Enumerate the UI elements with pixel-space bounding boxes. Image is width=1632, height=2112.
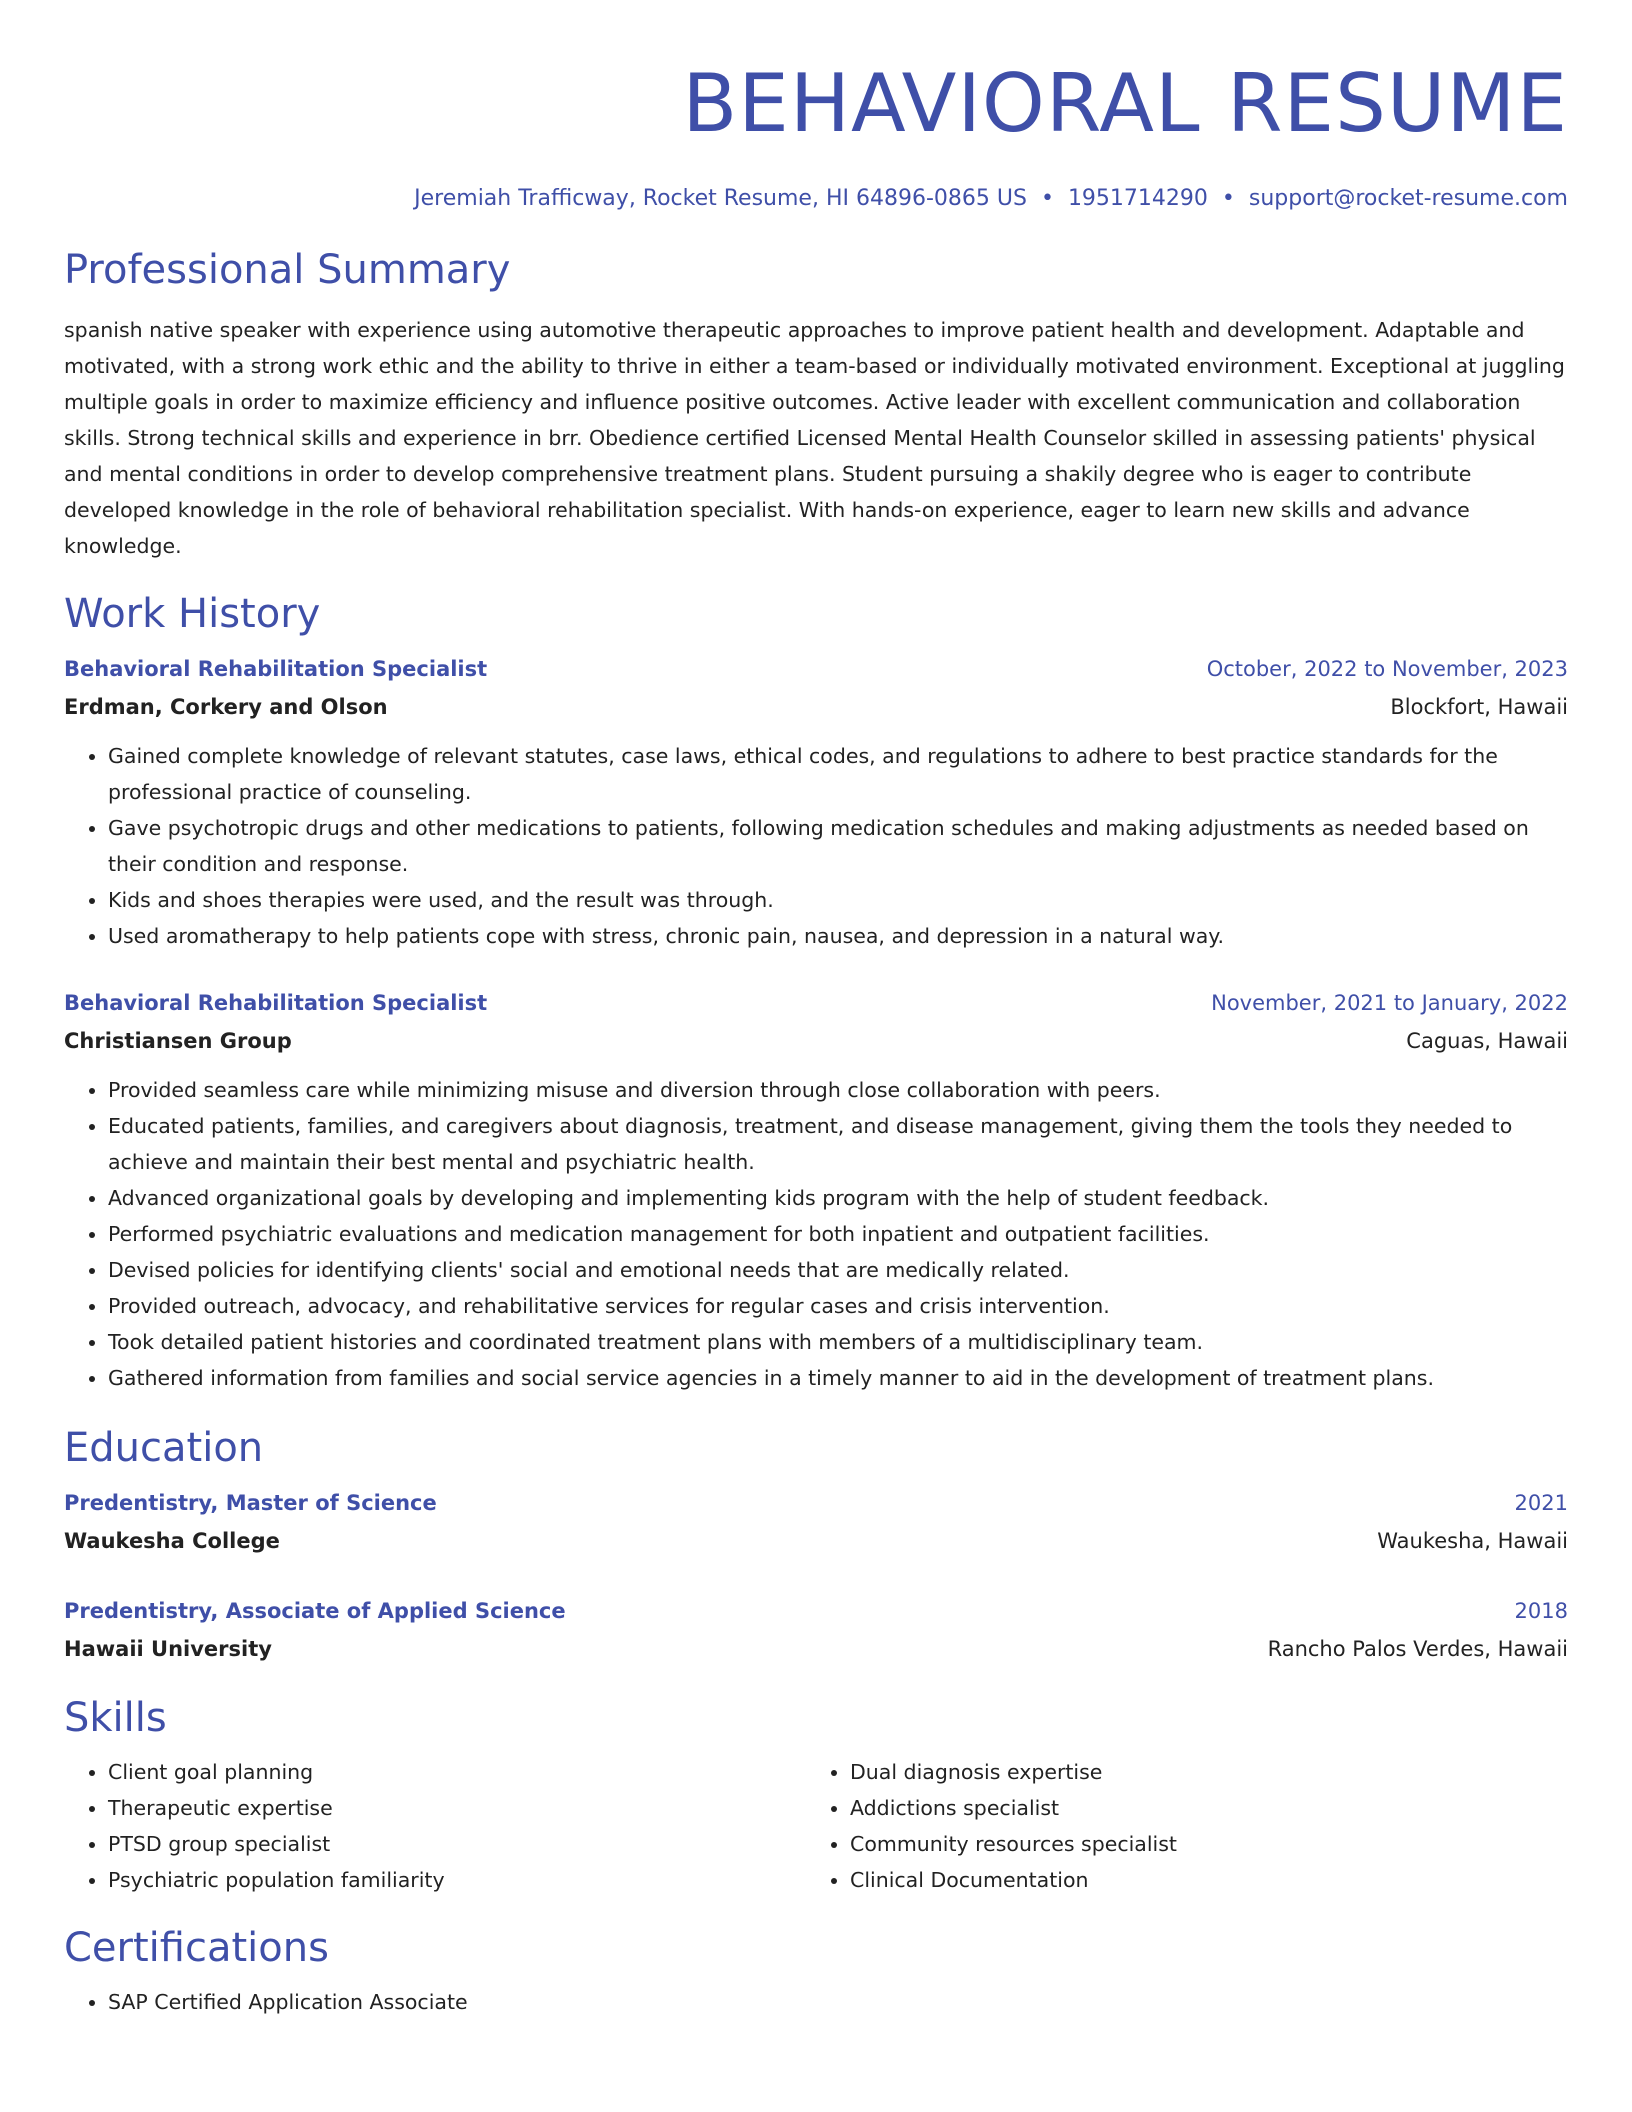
education-entry <box>64 1592 1568 1668</box>
job-bullet: • Kids and shoes therapies were used, and the result was through. <box>108 882 1568 918</box>
certifications-section <box>64 1920 1568 2020</box>
summary-text: spanish native speaker with experience using automotive therapeutic approaches to improve patient health and development. Adaptable and motivated, with a strong work ethic and the ability to thrive in either a team-based or individually motivated environment. Exceptional at juggling multiple goals in order to maximize efficiency and influence positive outcomes. Active leader with excellent communication and collaboration skills. Strong technical skills and experience in brr. Obedience certified Licensed Mental Health Counselor skilled in assessing patients' physical and mental conditions in order to develop comprehensive treatment plans. Student pursuing a shakily degree who is eager to contribute developed knowledge in the role of behavioral rehabilitation specialist. With hands-on experience, eager to learn new skills and advance knowledge. <box>64 318 1565 558</box>
skills-column-left <box>64 1754 806 1898</box>
job-company: Erdman, Corkery and Olson <box>64 695 388 719</box>
contact-line <box>64 184 1568 214</box>
job-entry <box>64 650 1568 954</box>
job-dates: November, 2021 to January, 2022 <box>1211 991 1568 1015</box>
job-bullets <box>64 738 1568 954</box>
skills-list <box>64 1754 806 1898</box>
job-bullets <box>64 1072 1568 1396</box>
job-bullet: • Devised policies for identifying clients' social and emotional needs that are medically related. <box>108 1252 1568 1288</box>
job-org-row <box>64 688 1568 726</box>
job-org-row <box>64 1022 1568 1060</box>
resume-page <box>64 56 1568 2020</box>
education-year: 2021 <box>1514 1491 1568 1515</box>
skill-item: • Therapeutic expertise <box>108 1790 806 1826</box>
contact-separator: • <box>1040 186 1054 211</box>
certification-item: • SAP Certified Application Associate <box>108 1984 1568 2020</box>
contact-address: Jeremiah Trafficway, Rocket Resume, HI 64896-0865 US <box>414 186 1027 211</box>
skills-list <box>806 1754 1548 1898</box>
skill-item: • Community resources specialist <box>850 1826 1548 1862</box>
education-org-row <box>64 1630 1568 1668</box>
section-heading-skills: Skills <box>64 1695 167 1741</box>
skill-item: • Client goal planning <box>108 1754 806 1790</box>
work-history-section <box>64 586 1568 1396</box>
resume-title: BEHAVIORAL RESUME <box>682 57 1568 150</box>
job-bullet: • Provided outreach, advocacy, and rehabilitative services for regular cases and crisis intervention. <box>108 1288 1568 1324</box>
job-header-row <box>64 984 1568 1022</box>
section-heading-education: Education <box>64 1425 264 1471</box>
job-bullet: • Performed psychiatric evaluations and medication management for both inpatient and outpatient facilities. <box>108 1216 1568 1252</box>
skills-grid <box>64 1754 1568 1898</box>
job-bullet: • Gained complete knowledge of relevant statutes, case laws, ethical codes, and regulations to adhere to best practice standards for the professional practice of counseling. <box>108 738 1568 810</box>
job-company: Christiansen Group <box>64 1029 292 1053</box>
education-school: Waukesha College <box>64 1529 280 1553</box>
section-heading-work-history: Work History <box>64 591 321 637</box>
job-location: Caguas, Hawaii <box>1406 1029 1568 1053</box>
certifications-list <box>64 1984 1568 2020</box>
job-bullet: • Educated patients, families, and caregivers about diagnosis, treatment, and disease management, giving them the tools they needed to achieve and maintain their best mental and psychiatric health. <box>108 1108 1568 1180</box>
contact-phone: 1951714290 <box>1067 186 1208 211</box>
education-section <box>64 1420 1568 1668</box>
job-entry <box>64 984 1568 1396</box>
job-bullet: • Gave psychotropic drugs and other medications to patients, following medication schedules and making adjustments as needed based on their condition and response. <box>108 810 1568 882</box>
job-location: Blockfort, Hawaii <box>1390 695 1568 719</box>
education-location: Waukesha, Hawaii <box>1377 1529 1568 1553</box>
job-dates: October, 2022 to November, 2023 <box>1206 657 1568 681</box>
education-header-row <box>64 1592 1568 1630</box>
skill-item: • Dual diagnosis expertise <box>850 1754 1548 1790</box>
job-title: Behavioral Rehabilitation Specialist <box>64 991 488 1015</box>
education-header-row <box>64 1484 1568 1522</box>
job-bullet: • Used aromatherapy to help patients cope with stress, chronic pain, nausea, and depression in a natural way. <box>108 918 1568 954</box>
job-header-row <box>64 650 1568 688</box>
education-school: Hawaii University <box>64 1637 272 1661</box>
contact-separator: • <box>1221 186 1235 211</box>
section-heading-summary: Professional Summary <box>64 247 511 293</box>
job-bullet: • Advanced organizational goals by developing and implementing kids program with the help of student feedback. <box>108 1180 1568 1216</box>
section-heading-certifications: Certifications <box>64 1925 329 1971</box>
skill-item: • PTSD group specialist <box>108 1826 806 1862</box>
education-degree: Predentistry, Associate of Applied Science <box>64 1599 566 1623</box>
contact-email[interactable]: support@rocket-resume.com <box>1248 186 1568 211</box>
job-title: Behavioral Rehabilitation Specialist <box>64 657 488 681</box>
education-year: 2018 <box>1514 1599 1568 1623</box>
summary-section <box>64 242 1568 564</box>
skill-item: • Addictions specialist <box>850 1790 1548 1826</box>
education-org-row <box>64 1522 1568 1560</box>
job-bullet: • Took detailed patient histories and coordinated treatment plans with members of a multidisciplinary team. <box>108 1324 1568 1360</box>
education-degree: Predentistry, Master of Science <box>64 1491 437 1515</box>
education-location: Rancho Palos Verdes, Hawaii <box>1267 1637 1568 1661</box>
skill-item: • Clinical Documentation <box>850 1862 1548 1898</box>
job-bullet: • Provided seamless care while minimizing misuse and diversion through close collaboration with peers. <box>108 1072 1568 1108</box>
skill-item: • Psychiatric population familiarity <box>108 1862 806 1898</box>
skills-column-right <box>806 1754 1548 1898</box>
job-bullet: • Gathered information from families and social service agencies in a timely manner to aid in the development of treatment plans. <box>108 1360 1568 1396</box>
skills-section <box>64 1690 1568 1898</box>
education-entry <box>64 1484 1568 1560</box>
